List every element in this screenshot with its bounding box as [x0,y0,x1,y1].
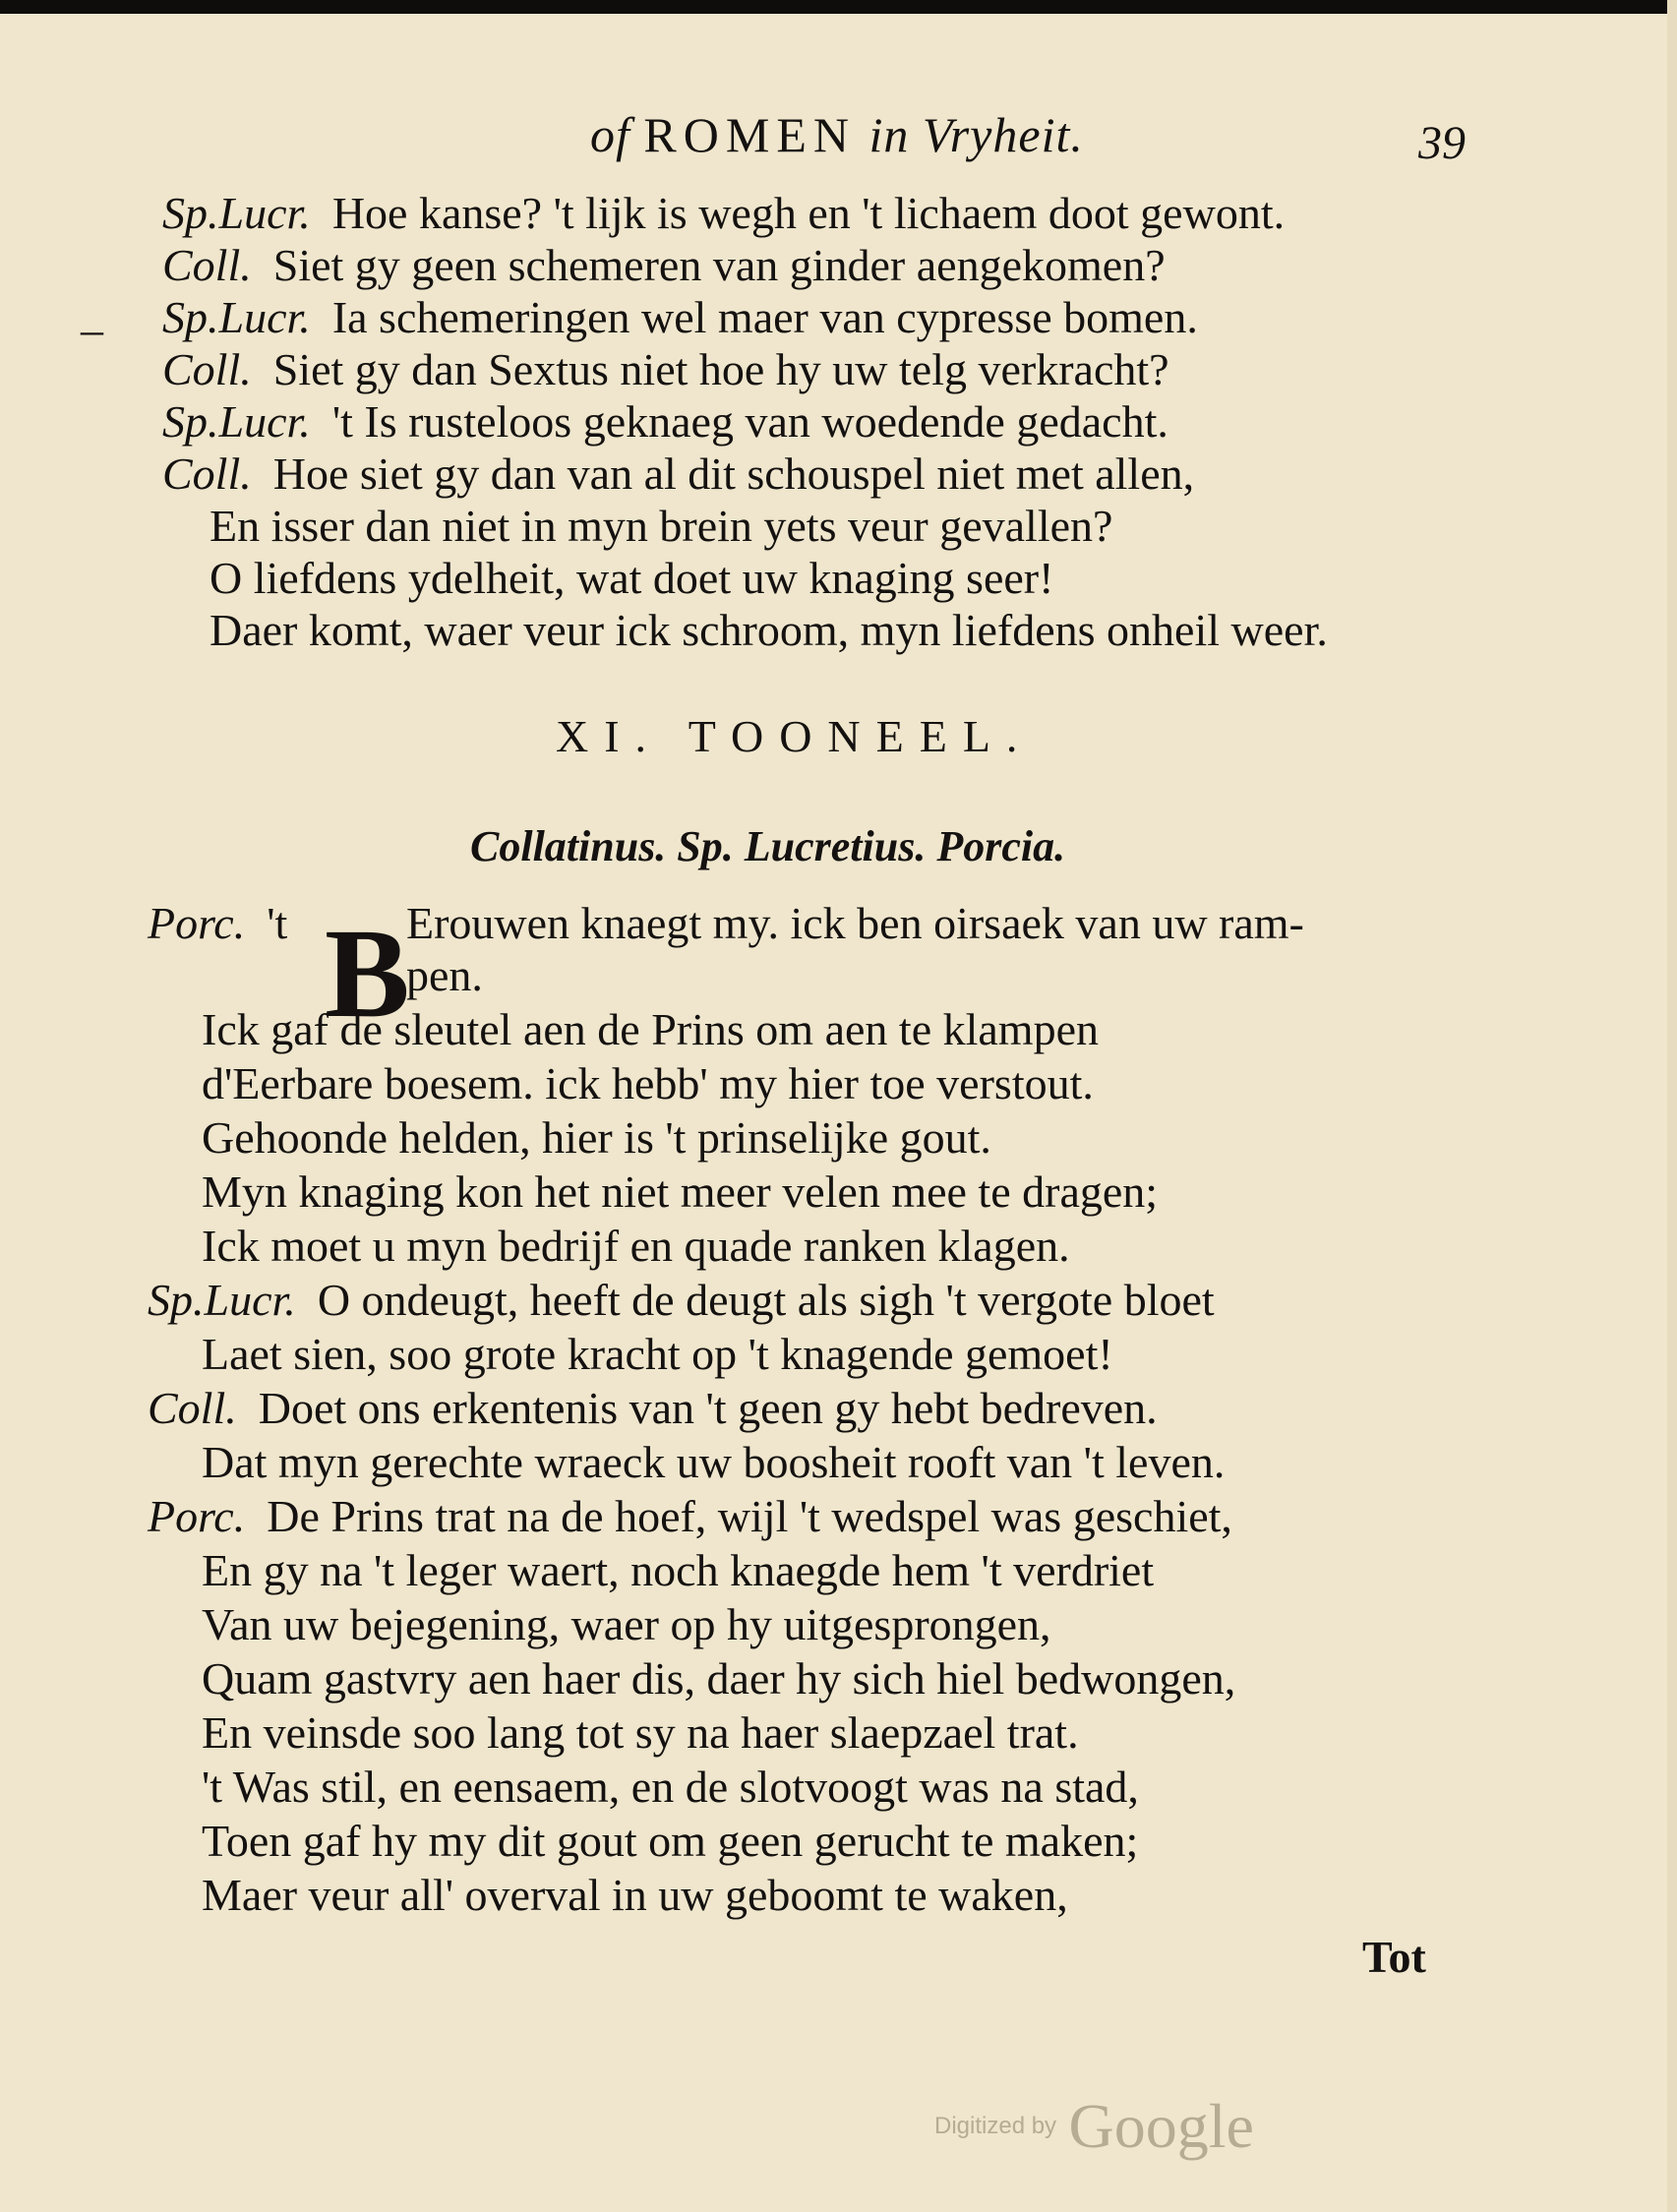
speaker-label: Coll. [162,344,252,394]
verse-text: Doet ons erkentenis van 't geen gy hebt bedreven. [258,1383,1158,1433]
verse-text: Erouwen knaegt my. ick ben oirsaek van uw ram- [406,898,1304,948]
verse-line [406,897,1304,950]
verse-line [162,395,1168,448]
verse-line [162,448,1194,501]
header-title-caps: ROMEN [643,107,856,162]
verse-line [202,1815,1138,1868]
catchword: Tot [1362,1932,1426,1982]
watermark-small-text: Digitized by [934,2113,1057,2139]
verse-text: Daer komt, waer veur ick schroom, myn liefdens onheil weer. [210,605,1328,655]
verse-text: Dat myn gerechte wraeck uw boosheit rooft van 't leven. [202,1437,1226,1487]
speaker-label: Sp.Lucr. [162,188,311,238]
drop-cap: B [325,903,410,1045]
verse-line-continuation [406,949,483,1002]
page-number: 39 [1418,117,1466,169]
verse-line [148,1274,1215,1327]
verse-line [202,1652,1235,1705]
verse-line [202,1436,1225,1489]
verse-text: 't Is rusteloos geknaeg van woedende gedacht. [331,396,1168,447]
verse-line [162,187,1285,240]
verse-text: Quam gastvry aen haer dis, daer hy sich hiel bedwongen, [202,1653,1236,1704]
verse-line [210,604,1328,657]
verse-text: En veinsde soo lang tot sy na haer slaepzael trat. [202,1707,1079,1758]
verse-line [202,1166,1158,1219]
speaker-label: Sp.Lucr. [148,1275,296,1325]
speaker-label: Porc. [148,1491,246,1541]
speaker-label: Porc. [148,898,246,948]
verse-line [202,1111,991,1165]
verse-line [202,1544,1154,1597]
header-title-end: Vryheit. [922,107,1084,162]
verse-text: En gy na 't leger waert, noch knaegde hem 't verdriet [202,1545,1155,1595]
verse-text: Myn knaging kon het niet meer velen mee te dragen; [202,1166,1159,1217]
verse-text: O ondeugt, heeft de deugt als sigh 't vergote bloet [317,1275,1215,1325]
speaker-label: Sp.Lucr. [162,292,311,342]
verse-text: Maer veur all' overval in uw geboomt te waken, [202,1870,1068,1920]
verse-line [162,239,1166,292]
verse-text: Ick moet u myn bedrijf en quade ranken klagen. [202,1221,1070,1271]
verse-text: 't Was stil, en eensaem, en de slotvoogt was na stad, [202,1762,1139,1812]
verse-text: Hoe kanse? 't lijk is wegh en 't lichaem doot gewont. [331,188,1286,238]
cast-list: Collatinus. Sp. Lucretius. Porcia. [470,822,1066,870]
speaker-label: Coll. [148,1383,237,1433]
verse-line [202,1003,1099,1056]
verse-line [210,552,1053,605]
speaker-label: Coll. [162,448,252,499]
google-logo-text: Google [1068,2091,1254,2161]
verse-text: Ick gaf de sleutel aen de Prins om aen te klampen [202,1004,1100,1054]
verse-text: En isser dan niet in myn brein yets veur gevallen? [210,501,1113,551]
speaker-label: Sp.Lucr. [162,396,311,447]
verse-pre: 't [267,898,288,948]
verse-line [162,291,1198,344]
verse-line [202,1761,1139,1814]
verse-line [202,1869,1068,1922]
header-prefix: of [590,107,630,162]
scene-heading: XI. TOONEEL. [556,711,1034,761]
running-header [590,106,1084,163]
verse-line [148,1490,1232,1543]
verse-text: Ia schemeringen wel maer van cypresse bomen. [331,292,1198,342]
verse-line [210,500,1112,553]
verse-line [148,1382,1158,1435]
verse-text: Toen gaf hy my dit gout om geen gerucht te maken; [202,1816,1139,1866]
verse-text: Hoe siet gy dan van al dit schouspel niet met allen, [272,448,1195,499]
verse-line [202,1328,1113,1381]
verse-text: Gehoonde helden, hier is 't prinselijke gout. [202,1112,991,1163]
margin-mark: – [81,304,103,354]
verse-text: d'Eerbare boesem. ick hebb' my hier toe verstout. [202,1058,1094,1108]
digitized-by-google-watermark [934,2090,1254,2163]
verse-line [202,1057,1094,1110]
verse-text: Siet gy geen schemeren van ginder aengekomen? [272,240,1166,290]
verse-text: O liefdens ydelheit, wat doet uw knaging seer! [210,553,1054,603]
verse-text: De Prins trat na de hoef, wijl 't wedspel was geschiet, [267,1491,1232,1541]
header-mid: in [868,107,910,162]
speaker-label: Coll. [162,240,252,290]
verse-line [202,1706,1079,1760]
verse-text: Laet sien, soo grote kracht op 't knagende gemoet! [202,1329,1113,1379]
porcia-speaker-line [148,897,287,950]
verse-line [202,1220,1070,1273]
verse-text: Siet gy dan Sextus niet hoe hy uw telg verkracht? [272,344,1169,394]
verse-text: Van uw bejegening, waer op hy uitgesprongen, [202,1599,1051,1649]
verse-line [202,1598,1051,1651]
verse-text: pen. [406,950,483,1000]
verse-line [162,343,1169,396]
